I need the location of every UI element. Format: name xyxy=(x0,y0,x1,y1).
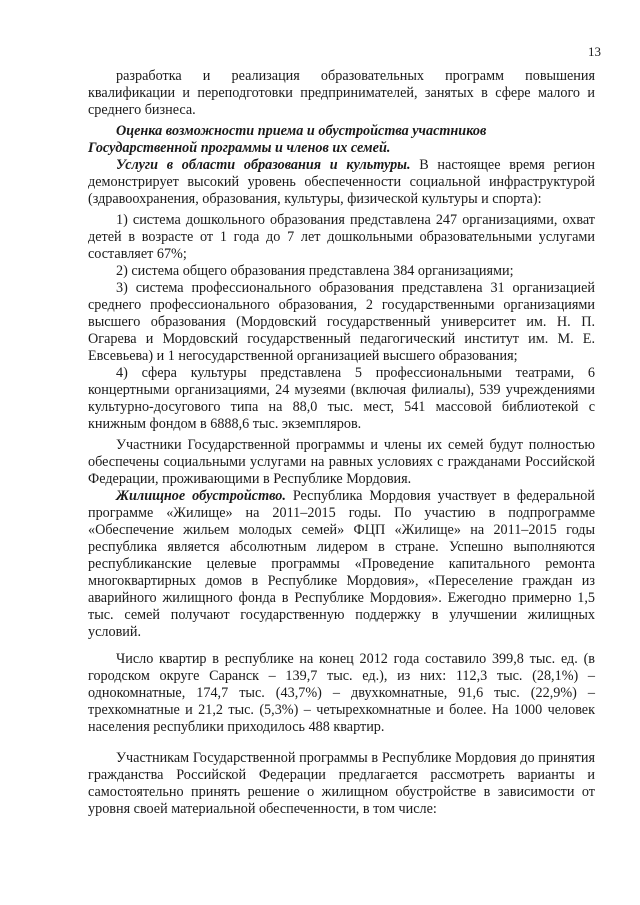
document-body xyxy=(88,68,595,818)
housing-paragraph xyxy=(88,488,595,641)
housing-text: Республика Мордовия участвует в федеральной программе «Жилище» на 2011–2015 годы. По участию в подпрограмме «Обеспечение жильем молодых семей» ФЦП «Жилище» на 2011–2015 годы республика является абсолютным лидером в стране. Успешно выполняются республиканские целевые программы «Проведение капитального ремонта многоквартирных домов в Республике Мордовия», «Переселение граждан из аварийного жилищного фонда в Республике Мордовия». Ежегодно примерно 1,5 тыс. семей получают государственную поддержку в улучшении жилищных условий. xyxy=(88,488,595,640)
services-title: Услуги в области образования и культуры. xyxy=(116,157,411,173)
page-number: 13 xyxy=(588,44,601,59)
housing-title: Жилищное обустройство. xyxy=(116,488,286,504)
list-item-culture: 4) сфера культуры представлена 5 профессиональными театрами, 6 концертными организациями, 24 музеями (включая филиалы), 539 учреждениями культурно-досугового типа на 88,0 тыс. мест, 541 массовой библиотекой с книжным фондом в 6888,6 тыс. экземпляров. xyxy=(88,365,595,432)
section-heading-line1: Оценка возможности приема и обустройства участников xyxy=(116,123,487,139)
list-item-professional: 3) система профессионального образования представлена 31 организацией среднего профессионального образования, 2 государственными организациями высшего образования (Мордовский государственный университет им. Н. П. Огарева и Мордовский государственный педагогический институт им. М. Е. Евсевьева) и 1 негосударственной организацией высшего образования; xyxy=(88,280,595,364)
services-paragraph xyxy=(88,157,595,208)
participants-paragraph: Участники Государственной программы и члены их семей будут полностью обеспечены социальными услугами на равных условиях с гражданами Российской Федерации, проживающими в Республике Мордовия. xyxy=(88,437,595,487)
apartments-paragraph: Число квартир в республике на конец 2012 года составило 399,8 тыс. ед. (в городском округе Саранск – 139,7 тыс. ед.), из них: 112,3 тыс. (28,1%) – однокомнатные, 174,7 тыс. (43,7%) – двухкомнатные, 91,6 тыс. (22,9%) – трехкомнатные и 21,2 тыс. (5,3%) – четырехкомнатные и более. На 1000 человек населения республики приходилось 488 квартир. xyxy=(88,651,595,735)
services-text: В настоящее время регион демонстрирует высокий уровень обеспеченности социальной инфраструктурой (здравоохранения, образования, культуры, физической культуры и спорта): xyxy=(88,157,595,207)
final-paragraph: Участникам Государственной программы в Республике Мордовия до принятия гражданства Российской Федерации предлагается рассмотреть варианты и самостоятельно принять решение о жилищном обустройстве в зависимости от уровня своей материальной обеспеченности, в том числе: xyxy=(88,750,595,817)
list-item-general: 2) система общего образования представлена 384 организациями; xyxy=(116,263,514,279)
section-heading-line2: Государственной программы и членов их семей. xyxy=(88,140,391,156)
intro-paragraph: разработка и реализация образовательных программ повышения квалификации и переподготовки предпринимателей, занятых в сфере малого и среднего бизнеса. xyxy=(88,68,595,118)
list-item-preschool: 1) система дошкольного образования представлена 247 организациями, охват детей в возрасте от 1 года до 7 лет дошкольными образовательными услугами составляет 67%; xyxy=(88,212,595,262)
